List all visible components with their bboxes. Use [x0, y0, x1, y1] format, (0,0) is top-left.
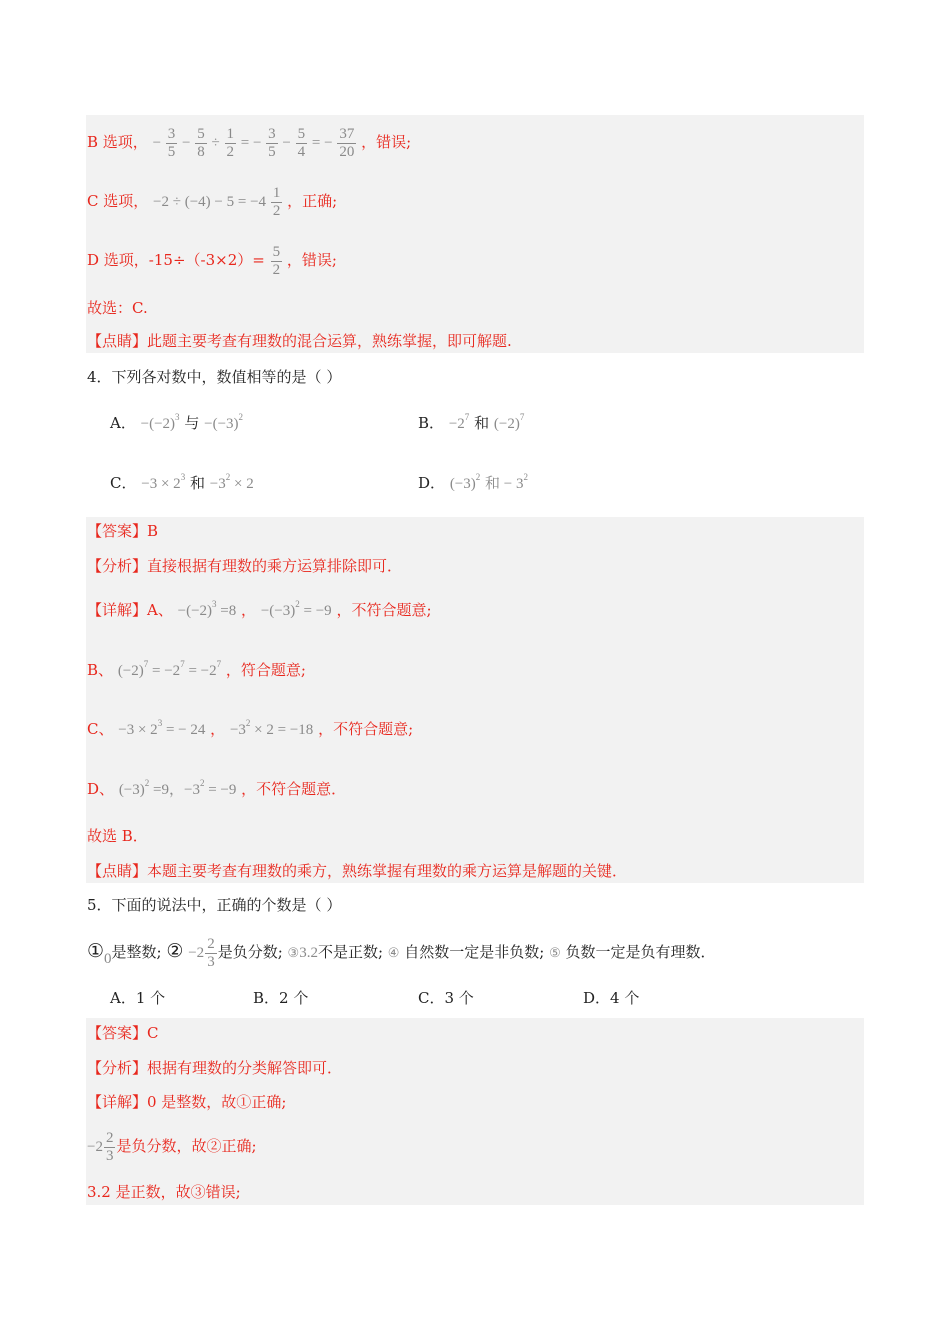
- q4-detail-a: 【详解】A、 $-(-2)^3 =8$ ， $-(-3)^2 = -9$ ，不符合题意;: [87, 599, 432, 619]
- q4-detail-d: D、 $(-3)^2 =9$，$-3^2 = -9$ ，不符合题意．: [87, 778, 347, 798]
- q5-detail-2: −2 $\frac{2}{3}$ 是负分数，故②正确;: [87, 1130, 257, 1165]
- q4-option-d: D． $(-3)^2$ 和 − $3^2$: [418, 472, 529, 492]
- q4-analysis: 【分析】直接根据有理数的乘方运算排除即可．: [87, 557, 403, 575]
- q5-option-c: C．3 个: [418, 989, 474, 1007]
- q5-statements: $①_0$是整数; ② −2 $\frac{2}{3}$ 是负分数; ③3.2不是正数; ④ 自然数一定是非负数; ⑤ 负数一定是负有理数．: [87, 936, 716, 971]
- q4-answer-label: 【答案】B: [87, 522, 159, 540]
- q5-stem: 5．下面的说法中，正确的个数是（ ）: [87, 896, 342, 914]
- q3-option-c-expression: −2 ÷ (−4) − 5 = −4 $\frac{1}{2}$: [153, 185, 281, 219]
- q3-option-b-expression: − $\frac{3}{5}$ − $\frac{5}{8}$ ÷ $\frac{1}{2}$ = − $\frac{3}{5}$ − $\frac{5}{4}$ = − $\frac{37}{20}$: [152, 126, 355, 160]
- q3-option-b-line: B 选项， − $\frac{3}{5}$ − $\frac{5}{8}$ ÷ $\frac{1}{2}$ = − $\frac{3}{5}$ − $\frac{5}{4}$ = − $\frac{37}{20}$ ，错误;: [87, 126, 412, 160]
- q4-detail-b: B、 $(-2)^7 = -2^7 = -2^7$ ，符合题意;: [87, 659, 306, 679]
- q5-detail-3: 3.2 是正数，故③错误;: [87, 1183, 241, 1201]
- q5-answer-label: 【答案】C: [87, 1024, 159, 1042]
- q4-stem: 4．下列各对数中，数值相等的是（ ）: [87, 368, 342, 386]
- q4-option-c: C． $-3 \times 2^3$ 和 $-3^2 \times 2$: [110, 472, 254, 492]
- q5-option-d: D．4 个: [583, 989, 640, 1007]
- q4-detail-c: C、 $-3 \times 2^3$ = − 24 ， $-3^2 \times 2 = -18$ ，不符合题意;: [87, 718, 414, 738]
- q4-option-b: B． $-2^7$ 和 $(-2)^7$: [418, 412, 525, 432]
- q4-final-answer: 故选 B．: [87, 827, 148, 845]
- q5-option-a: A．1 个: [110, 989, 166, 1007]
- q3-option-d-line: D 选项，-15÷（-3×2）= $\frac{5}{2}$ ，错误;: [87, 244, 337, 278]
- q5-analysis: 【分析】根据有理数的分类解答即可．: [87, 1059, 343, 1077]
- q4-option-a: A． $-(-2)^3$ 与 $-(-3)^2$: [110, 412, 244, 432]
- q5-detail-1: 【详解】0 是整数，故①正确;: [87, 1093, 287, 1111]
- q3-option-c-line: C 选项， −2 ÷ (−4) − 5 = −4 $\frac{1}{2}$ ，正确;: [87, 185, 338, 219]
- q3-comment: 【点睛】此题主要考查有理数的混合运算，熟练掌握，即可解题.: [87, 332, 512, 350]
- q3-answer: 故选：C.: [87, 299, 148, 317]
- q4-comment: 【点睛】本题主要考查有理数的乘方，熟练掌握有理数的乘方运算是解题的关键．: [87, 862, 628, 880]
- q5-option-b: B．2 个: [253, 989, 309, 1007]
- q3-option-d-fraction: $\frac{5}{2}$: [272, 244, 281, 278]
